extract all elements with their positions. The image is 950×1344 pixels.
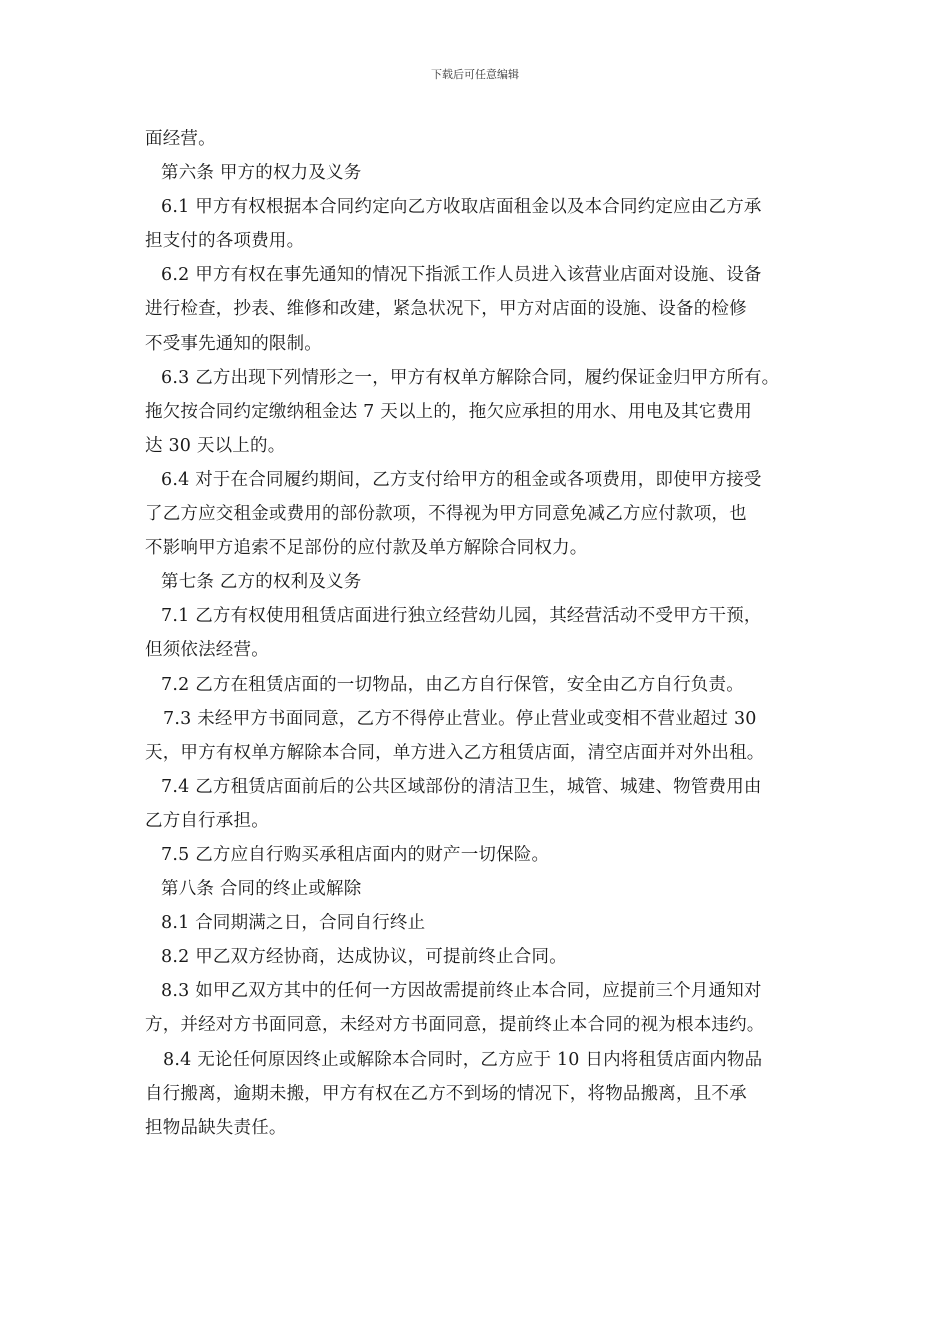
text-line: 7.2 乙方在租赁店面的一切物品，由乙方自行保管，安全由乙方自行负责。 bbox=[161, 674, 744, 695]
text-line: 7.4 乙方租赁店面前后的公共区域部份的清洁卫生，城管、城建、物管费用由 bbox=[161, 776, 762, 797]
text-line: 担物品缺失责任。 bbox=[145, 1117, 287, 1138]
text-line: 8.1 合同期满之日，合同自行终止 bbox=[161, 913, 426, 934]
text-line: 第七条 乙方的权利及义务 bbox=[161, 572, 362, 593]
text-line: 6.4 对于在合同履约期间，乙方支付给甲方的租金或各项费用，即使甲方接受 bbox=[161, 469, 762, 490]
text-line: 7.3 未经甲方书面同意，乙方不得停止营业。停止营业或变相不营业超过 30 bbox=[163, 708, 757, 729]
text-line: 面经营。 bbox=[145, 129, 216, 149]
text-line: 7.5 乙方应自行购买承租店面内的财产一切保险。 bbox=[161, 844, 550, 865]
text-line: 达 30 天以上的。 bbox=[145, 435, 286, 456]
text-line: 担支付的各项费用。 bbox=[145, 231, 305, 252]
text-line: 6.2 甲方有权在事先通知的情况下指派工作人员进入该营业店面对设施、设备 bbox=[161, 265, 762, 286]
text-line: 7.1 乙方有权使用租赁店面进行独立经营幼儿园，其经营活动不受甲方干预， bbox=[161, 606, 762, 627]
text-line: 天，甲方有权单方解除本合同，单方进入乙方租赁店面，清空店面并对外出租。 bbox=[145, 742, 765, 763]
document-body bbox=[145, 122, 815, 1145]
text-line: 拖欠按合同约定缴纳租金达 7 天以上的，拖欠应承担的用水、用电及其它费用 bbox=[145, 401, 752, 422]
text-line: 进行检查，抄表、维修和改建，紧急状况下，甲方对店面的设施、设备的检修 bbox=[145, 299, 747, 320]
page-header: 下载后可任意编辑 bbox=[431, 68, 519, 81]
text-line: 第八条 合同的终止或解除 bbox=[161, 879, 362, 900]
text-line: 6.1 甲方有权根据本合同约定向乙方收取店面租金以及本合同约定应由乙方承 bbox=[161, 197, 762, 218]
text-line: 6.3 乙方出现下列情形之一，甲方有权单方解除合同，履约保证金归甲方所有。 bbox=[161, 367, 780, 388]
text-line: 8.2 甲乙双方经协商，达成协议，可提前终止合同。 bbox=[161, 947, 567, 968]
text-line: 不受事先通知的限制。 bbox=[145, 333, 322, 354]
text-line: 第六条 甲方的权力及义务 bbox=[161, 163, 362, 184]
text-line: 了乙方应交租金或费用的部份款项，不得视为甲方同意免减乙方应付款项，也 bbox=[145, 504, 747, 525]
text-line: 不影响甲方追索不足部份的应付款及单方解除合同权力。 bbox=[145, 538, 588, 559]
text-line: 8.4 无论任何原因终止或解除本合同时，乙方应于 10 日内将租赁店面内物品 bbox=[163, 1049, 763, 1070]
text-line: 自行搬离，逾期未搬，甲方有权在乙方不到场的情况下，将物品搬离，且不承 bbox=[145, 1083, 747, 1104]
text-line: 乙方自行承担。 bbox=[145, 810, 269, 831]
text-line: 但须依法经营。 bbox=[145, 640, 269, 661]
text-line: 8.3 如甲乙双方其中的任何一方因故需提前终止本合同，应提前三个月通知对 bbox=[161, 981, 762, 1002]
text-line: 方，并经对方书面同意，未经对方书面同意，提前终止本合同的视为根本违约。 bbox=[145, 1015, 765, 1036]
